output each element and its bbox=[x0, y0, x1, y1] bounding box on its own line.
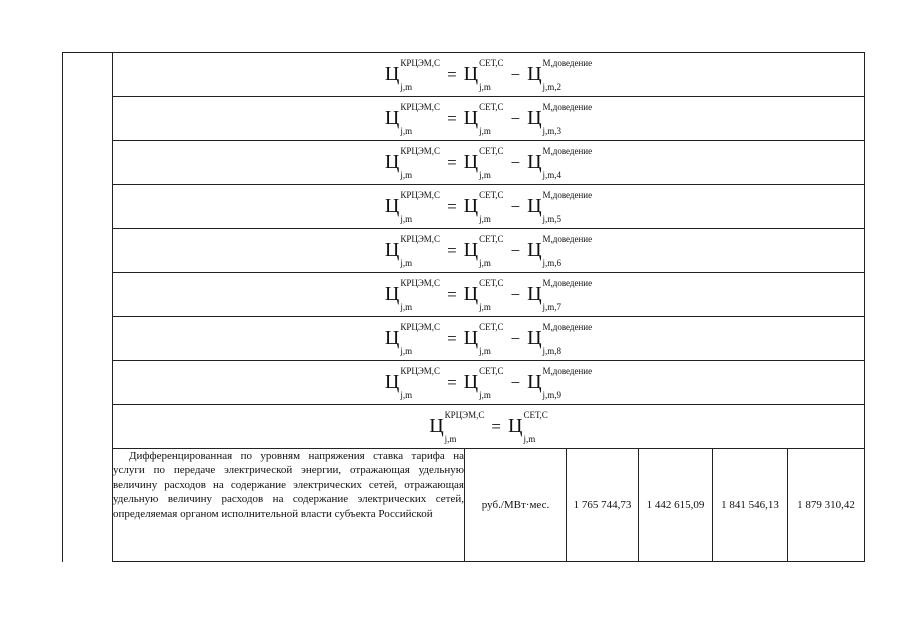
minus-sign: − bbox=[510, 64, 521, 84]
formula bbox=[384, 101, 593, 136]
formula-cell bbox=[113, 229, 865, 273]
tariff-table bbox=[62, 52, 865, 562]
formula-sup: М,доведение bbox=[542, 233, 593, 244]
formula-sub: j,m bbox=[400, 257, 413, 268]
minus-sign: − bbox=[510, 240, 521, 260]
formula-row bbox=[63, 97, 865, 141]
formula-cell bbox=[113, 53, 865, 97]
formula-sub: j,m,8 bbox=[542, 345, 562, 356]
formula-symbol: Ц bbox=[507, 415, 523, 437]
formula-sub: j,m bbox=[479, 169, 491, 180]
formula-cell bbox=[113, 141, 865, 185]
equals-sign: = bbox=[447, 240, 457, 260]
formula-sub: j,m bbox=[523, 433, 536, 444]
formula-symbol: Ц bbox=[527, 283, 542, 305]
formula-sub: j,m bbox=[479, 257, 491, 268]
equals-sign: = bbox=[447, 64, 457, 84]
formula-sub: j,m bbox=[479, 81, 491, 92]
formula-row bbox=[63, 53, 865, 97]
formula-symbol: Ц bbox=[463, 371, 479, 393]
formula-sub: j,m bbox=[400, 345, 413, 356]
formula-cell bbox=[113, 405, 865, 449]
formula-symbol: Ц bbox=[384, 327, 400, 349]
formula-sup: СЕТ,С bbox=[479, 321, 504, 332]
formula-sup: СЕТ,С bbox=[479, 277, 504, 288]
formula-symbol: Ц bbox=[384, 151, 400, 173]
formula-symbol: Ц bbox=[463, 151, 479, 173]
description-text: Дифференцированная по уровням напряжения ставка тарифа на услуги по передаче электрической энергии, отражающая удельную величину расходов на содержание электрических сетей, отражающая удельную величину расходов на содержание электрических сетей, определяемая органом исполнительной власти субъекта Российской bbox=[113, 450, 464, 520]
formula-symbol: Ц bbox=[463, 107, 479, 129]
formula-symbol: Ц bbox=[527, 107, 542, 129]
equals-sign: = bbox=[447, 284, 457, 304]
minus-sign: − bbox=[510, 284, 521, 304]
minus-sign: − bbox=[510, 372, 521, 392]
value-cell-4: 1 879 310,42 bbox=[788, 449, 865, 562]
formula-symbol: Ц bbox=[463, 239, 479, 261]
value-cell-3: 1 841 546,13 bbox=[713, 449, 788, 562]
formula bbox=[384, 145, 593, 180]
formula-sub: j,m bbox=[479, 125, 491, 136]
formula-sub: j,m bbox=[479, 389, 491, 400]
formula-sub: j,m bbox=[479, 213, 491, 224]
formula-symbol: Ц bbox=[527, 239, 542, 261]
formula-sup: КРЦЭМ,С bbox=[400, 365, 441, 376]
minus-sign: − bbox=[510, 196, 521, 216]
formula-sup: КРЦЭМ,С bbox=[400, 57, 441, 68]
formula-cell bbox=[113, 361, 865, 405]
formula-symbol: Ц bbox=[527, 63, 542, 85]
formula-sup: СЕТ,С bbox=[479, 57, 504, 68]
formula-row bbox=[63, 141, 865, 185]
formula-sub: j,m,9 bbox=[542, 389, 562, 400]
formula-sup: СЕТ,С bbox=[479, 101, 504, 112]
formula-row bbox=[63, 361, 865, 405]
formula-sup: СЕТ,С bbox=[479, 233, 504, 244]
formula bbox=[384, 57, 593, 92]
formula bbox=[384, 233, 593, 268]
formula-sub: j,m,2 bbox=[542, 81, 562, 92]
formula bbox=[384, 277, 593, 312]
formula-symbol: Ц bbox=[384, 63, 400, 85]
formula-symbol: Ц bbox=[463, 327, 479, 349]
formula-sub: j,m bbox=[400, 125, 413, 136]
formula bbox=[384, 321, 593, 356]
formula-cell bbox=[113, 97, 865, 141]
formula-sup: КРЦЭМ,С bbox=[400, 321, 441, 332]
formula-symbol: Ц bbox=[384, 195, 400, 217]
formula-sub: j,m,3 bbox=[542, 125, 562, 136]
formula-row bbox=[63, 229, 865, 273]
minus-sign: − bbox=[510, 108, 521, 128]
formula-sub: j,m bbox=[400, 389, 413, 400]
formula-symbol: Ц bbox=[463, 283, 479, 305]
formula-symbol: Ц bbox=[527, 151, 542, 173]
formula-symbol: Ц bbox=[384, 371, 400, 393]
formula-row bbox=[63, 185, 865, 229]
formula-sup: КРЦЭМ,С bbox=[400, 145, 441, 156]
formula-symbol: Ц bbox=[384, 239, 400, 261]
formula-sub: j,m bbox=[400, 169, 413, 180]
formula-sup: КРЦЭМ,С bbox=[444, 409, 485, 420]
equals-sign: = bbox=[447, 152, 457, 172]
formula-symbol: Ц bbox=[429, 415, 444, 437]
formula bbox=[384, 189, 593, 224]
formula-sup: М,доведение bbox=[542, 189, 593, 200]
formula-sup: КРЦЭМ,С bbox=[400, 189, 441, 200]
formula-sup: М,доведение bbox=[542, 277, 593, 288]
formula-sup: СЕТ,С bbox=[523, 409, 548, 420]
formula-sub: j,m,6 bbox=[542, 257, 562, 268]
formula-sup: КРЦЭМ,С bbox=[400, 101, 441, 112]
formula-sub: j,m,5 bbox=[542, 213, 562, 224]
formula-sub: j,m,4 bbox=[542, 169, 562, 180]
formula-symbol: Ц bbox=[463, 195, 479, 217]
data-row bbox=[63, 449, 865, 562]
formula-sub: j,m bbox=[444, 433, 457, 444]
formula-symbol: Ц bbox=[527, 327, 542, 349]
formula-sub: j,m bbox=[479, 345, 491, 356]
formula-symbol: Ц bbox=[384, 283, 400, 305]
formula-sup: М,доведение bbox=[542, 101, 593, 112]
value-cell-2: 1 442 615,09 bbox=[639, 449, 713, 562]
equals-sign: = bbox=[447, 372, 457, 392]
formula-sup: СЕТ,С bbox=[479, 189, 504, 200]
formula-sup: СЕТ,С bbox=[479, 145, 504, 156]
formula bbox=[384, 365, 593, 400]
formula-sup: М,доведение bbox=[542, 365, 593, 376]
value-cell-1: 1 765 744,73 bbox=[567, 449, 639, 562]
formula-cell bbox=[113, 317, 865, 361]
formula-sup: М,доведение bbox=[542, 57, 593, 68]
blank-left-column bbox=[63, 53, 113, 562]
formula-sup: СЕТ,С bbox=[479, 365, 504, 376]
formula-row-final bbox=[63, 405, 865, 449]
formula-final bbox=[429, 409, 548, 444]
formula-symbol: Ц bbox=[527, 195, 542, 217]
formula-symbol: Ц bbox=[463, 63, 479, 85]
formula-sup: КРЦЭМ,С bbox=[400, 277, 441, 288]
formula-symbol: Ц bbox=[527, 371, 542, 393]
formula-sup: КРЦЭМ,С bbox=[400, 233, 441, 244]
equals-sign: = bbox=[447, 108, 457, 128]
minus-sign: − bbox=[510, 152, 521, 172]
formula-sup: М,доведение bbox=[542, 321, 593, 332]
description-cell bbox=[113, 449, 465, 562]
formula-sub: j,m bbox=[479, 301, 491, 312]
equals-sign: = bbox=[447, 328, 457, 348]
formula-row bbox=[63, 273, 865, 317]
equals-sign: = bbox=[491, 416, 501, 436]
equals-sign: = bbox=[447, 196, 457, 216]
formula-row bbox=[63, 317, 865, 361]
formula-sub: j,m bbox=[400, 213, 413, 224]
minus-sign: − bbox=[510, 328, 521, 348]
formula-sub: j,m bbox=[400, 81, 413, 92]
unit-cell: руб./МВт·мес. bbox=[465, 449, 567, 562]
formula-sub: j,m,7 bbox=[542, 301, 562, 312]
formula-cell bbox=[113, 185, 865, 229]
formula-sub: j,m bbox=[400, 301, 413, 312]
formula-symbol: Ц bbox=[384, 107, 400, 129]
formula-cell bbox=[113, 273, 865, 317]
formula-sup: М,доведение bbox=[542, 145, 593, 156]
